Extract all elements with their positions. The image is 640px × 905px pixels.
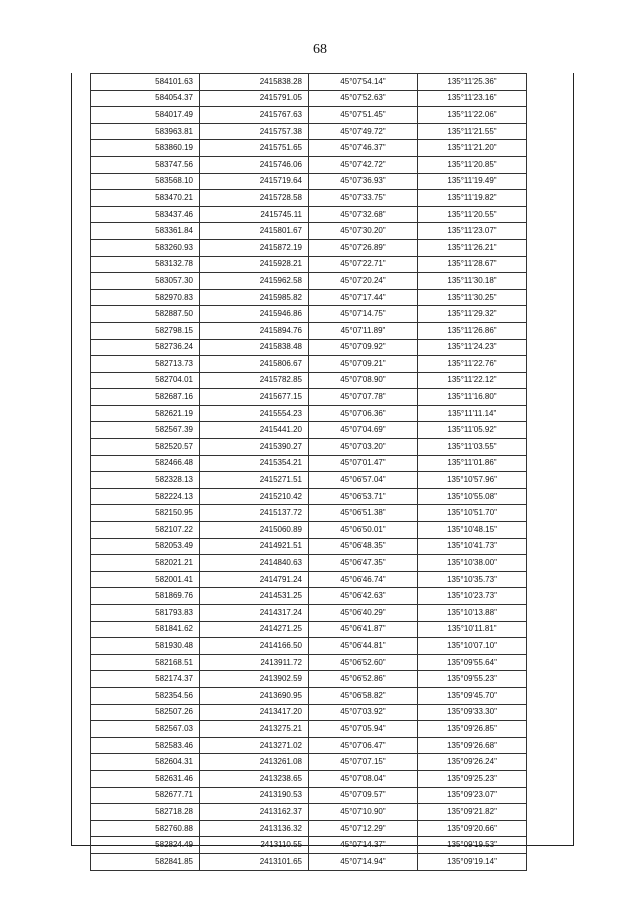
y-coordinate-cell: 2415390.27 (200, 439, 309, 456)
y-coordinate-cell: 2415745.11 (200, 206, 309, 223)
y-coordinate-cell: 2415441.20 (200, 422, 309, 439)
latitude-cell: 45°07'06.36" (309, 405, 418, 422)
y-coordinate-cell: 2414317.24 (200, 605, 309, 622)
longitude-cell: 135°10'07.10" (418, 638, 527, 655)
table-row (91, 90, 527, 107)
table-row (91, 522, 527, 539)
longitude-cell: 135°09'25.23" (418, 770, 527, 787)
table-row (91, 74, 527, 91)
y-coordinate-cell: 2414166.50 (200, 638, 309, 655)
latitude-cell: 45°07'04.69" (309, 422, 418, 439)
longitude-cell: 135°11'29.32" (418, 306, 527, 323)
table-row (91, 422, 527, 439)
longitude-cell: 135°11'23.16" (418, 90, 527, 107)
y-coordinate-cell: 2415791.05 (200, 90, 309, 107)
longitude-cell: 135°09'55.23" (418, 671, 527, 688)
latitude-cell: 45°06'41.87" (309, 621, 418, 638)
y-coordinate-cell: 2413417.20 (200, 704, 309, 721)
x-coordinate-cell: 581793.83 (91, 605, 200, 622)
longitude-cell: 135°11'19.49" (418, 173, 527, 190)
table-row (91, 837, 527, 854)
latitude-cell: 45°07'09.92" (309, 339, 418, 356)
latitude-cell: 45°06'53.71" (309, 488, 418, 505)
y-coordinate-cell: 2415137.72 (200, 505, 309, 522)
table-row (91, 638, 527, 655)
longitude-cell: 135°11'05.92" (418, 422, 527, 439)
table-row (91, 256, 527, 273)
table-row (91, 571, 527, 588)
latitude-cell: 45°07'14.75" (309, 306, 418, 323)
longitude-cell: 135°11'03.55" (418, 439, 527, 456)
y-coordinate-cell: 2415946.86 (200, 306, 309, 323)
latitude-cell: 45°07'14.94" (309, 853, 418, 870)
latitude-cell: 45°07'09.57" (309, 787, 418, 804)
y-coordinate-cell: 2414921.51 (200, 538, 309, 555)
latitude-cell: 45°07'06.47" (309, 737, 418, 754)
longitude-cell: 135°11'20.55" (418, 206, 527, 223)
longitude-cell: 135°09'33.30" (418, 704, 527, 721)
x-coordinate-cell: 582687.16 (91, 389, 200, 406)
x-coordinate-cell: 583132.78 (91, 256, 200, 273)
longitude-cell: 135°09'45.70" (418, 687, 527, 704)
y-coordinate-cell: 2415838.28 (200, 74, 309, 91)
x-coordinate-cell: 582174.37 (91, 671, 200, 688)
x-coordinate-cell: 584017.49 (91, 107, 200, 124)
longitude-cell: 135°10'11.81" (418, 621, 527, 638)
y-coordinate-cell: 2413101.65 (200, 853, 309, 870)
longitude-cell: 135°11'28.67" (418, 256, 527, 273)
latitude-cell: 45°07'52.63" (309, 90, 418, 107)
latitude-cell: 45°06'46.74" (309, 571, 418, 588)
y-coordinate-cell: 2413902.59 (200, 671, 309, 688)
latitude-cell: 45°07'10.90" (309, 804, 418, 821)
x-coordinate-cell: 582631.46 (91, 770, 200, 787)
y-coordinate-cell: 2414271.25 (200, 621, 309, 638)
longitude-cell: 135°11'22.12" (418, 372, 527, 389)
latitude-cell: 45°07'49.72" (309, 123, 418, 140)
longitude-cell: 135°11'22.06" (418, 107, 527, 124)
longitude-cell: 135°09'19.14" (418, 853, 527, 870)
y-coordinate-cell: 2413261.08 (200, 754, 309, 771)
latitude-cell: 45°06'44.81" (309, 638, 418, 655)
x-coordinate-cell: 582466.48 (91, 455, 200, 472)
x-coordinate-cell: 582567.03 (91, 721, 200, 738)
table-row (91, 439, 527, 456)
latitude-cell: 45°07'51.45" (309, 107, 418, 124)
table-row (91, 306, 527, 323)
x-coordinate-cell: 582604.31 (91, 754, 200, 771)
longitude-cell: 135°10'55.08" (418, 488, 527, 505)
latitude-cell: 45°07'42.72" (309, 156, 418, 173)
latitude-cell: 45°06'42.63" (309, 588, 418, 605)
latitude-cell: 45°07'22.71" (309, 256, 418, 273)
x-coordinate-cell: 582354.56 (91, 687, 200, 704)
y-coordinate-cell: 2413190.53 (200, 787, 309, 804)
x-coordinate-cell: 583260.93 (91, 239, 200, 256)
y-coordinate-cell: 2413238.65 (200, 770, 309, 787)
y-coordinate-cell: 2415894.76 (200, 322, 309, 339)
x-coordinate-cell: 582718.28 (91, 804, 200, 821)
y-coordinate-cell: 2415801.67 (200, 223, 309, 240)
latitude-cell: 45°06'40.29" (309, 605, 418, 622)
y-coordinate-cell: 2413162.37 (200, 804, 309, 821)
y-coordinate-cell: 2414531.25 (200, 588, 309, 605)
longitude-cell: 135°11'16.80" (418, 389, 527, 406)
y-coordinate-cell: 2415354.21 (200, 455, 309, 472)
x-coordinate-cell: 582053.49 (91, 538, 200, 555)
x-coordinate-cell: 582841.85 (91, 853, 200, 870)
y-coordinate-cell: 2413911.72 (200, 654, 309, 671)
y-coordinate-cell: 2413275.21 (200, 721, 309, 738)
table-row (91, 273, 527, 290)
longitude-cell: 135°11'20.85" (418, 156, 527, 173)
table-row (91, 472, 527, 489)
table-row (91, 322, 527, 339)
y-coordinate-cell: 2415767.63 (200, 107, 309, 124)
x-coordinate-cell: 582713.73 (91, 356, 200, 373)
y-coordinate-cell: 2415962.58 (200, 273, 309, 290)
longitude-cell: 135°11'24.23" (418, 339, 527, 356)
y-coordinate-cell: 2415271.51 (200, 472, 309, 489)
latitude-cell: 45°06'52.86" (309, 671, 418, 688)
y-coordinate-cell: 2415872.19 (200, 239, 309, 256)
latitude-cell: 45°07'36.93" (309, 173, 418, 190)
longitude-cell: 135°11'23.07" (418, 223, 527, 240)
x-coordinate-cell: 582824.49 (91, 837, 200, 854)
table-row (91, 737, 527, 754)
table-row (91, 488, 527, 505)
table-row (91, 206, 527, 223)
longitude-cell: 135°09'21.82" (418, 804, 527, 821)
x-coordinate-cell: 582970.83 (91, 289, 200, 306)
x-coordinate-cell: 582150.95 (91, 505, 200, 522)
longitude-cell: 135°10'57.96" (418, 472, 527, 489)
x-coordinate-cell: 581930.48 (91, 638, 200, 655)
longitude-cell: 135°11'21.20" (418, 140, 527, 157)
coordinates-table-body (91, 74, 527, 871)
x-coordinate-cell: 583747.56 (91, 156, 200, 173)
y-coordinate-cell: 2413136.32 (200, 820, 309, 837)
x-coordinate-cell: 582507.26 (91, 704, 200, 721)
y-coordinate-cell: 2415677.15 (200, 389, 309, 406)
table-row (91, 289, 527, 306)
longitude-cell: 135°10'48.15" (418, 522, 527, 539)
y-coordinate-cell: 2415751.65 (200, 140, 309, 157)
latitude-cell: 45°07'20.24" (309, 273, 418, 290)
x-coordinate-cell: 584054.37 (91, 90, 200, 107)
table-row (91, 223, 527, 240)
x-coordinate-cell: 583437.46 (91, 206, 200, 223)
page-number: 68 (313, 42, 327, 57)
table-row (91, 339, 527, 356)
latitude-cell: 45°06'50.01" (309, 522, 418, 539)
table-row (91, 588, 527, 605)
longitude-cell: 135°10'41.73" (418, 538, 527, 555)
latitude-cell: 45°07'07.78" (309, 389, 418, 406)
table-row (91, 173, 527, 190)
table-row (91, 107, 527, 124)
coordinates-table (90, 73, 527, 871)
longitude-cell: 135°10'51.70" (418, 505, 527, 522)
y-coordinate-cell: 2415554.23 (200, 405, 309, 422)
latitude-cell: 45°07'11.89" (309, 322, 418, 339)
table-row (91, 804, 527, 821)
table-row (91, 605, 527, 622)
x-coordinate-cell: 583470.21 (91, 190, 200, 207)
y-coordinate-cell: 2415782.85 (200, 372, 309, 389)
x-coordinate-cell: 582168.51 (91, 654, 200, 671)
latitude-cell: 45°07'26.89" (309, 239, 418, 256)
table-row (91, 770, 527, 787)
longitude-cell: 135°09'26.24" (418, 754, 527, 771)
longitude-cell: 135°09'20.66" (418, 820, 527, 837)
latitude-cell: 45°07'03.20" (309, 439, 418, 456)
latitude-cell: 45°06'51.38" (309, 505, 418, 522)
table-row (91, 687, 527, 704)
longitude-cell: 135°11'30.25" (418, 289, 527, 306)
table-row (91, 621, 527, 638)
longitude-cell: 135°11'25.36" (418, 74, 527, 91)
x-coordinate-cell: 582704.01 (91, 372, 200, 389)
table-row (91, 372, 527, 389)
latitude-cell: 45°07'01.47" (309, 455, 418, 472)
y-coordinate-cell: 2415728.58 (200, 190, 309, 207)
table-row (91, 389, 527, 406)
latitude-cell: 45°07'03.92" (309, 704, 418, 721)
longitude-cell: 135°10'23.73" (418, 588, 527, 605)
y-coordinate-cell: 2414840.63 (200, 555, 309, 572)
table-row (91, 356, 527, 373)
x-coordinate-cell: 581869.76 (91, 588, 200, 605)
latitude-cell: 45°07'08.90" (309, 372, 418, 389)
x-coordinate-cell: 583963.81 (91, 123, 200, 140)
latitude-cell: 45°07'30.20" (309, 223, 418, 240)
x-coordinate-cell: 582736.24 (91, 339, 200, 356)
latitude-cell: 45°06'57.04" (309, 472, 418, 489)
table-row (91, 820, 527, 837)
latitude-cell: 45°07'07.15" (309, 754, 418, 771)
latitude-cell: 45°07'33.75" (309, 190, 418, 207)
x-coordinate-cell: 582001.41 (91, 571, 200, 588)
latitude-cell: 45°07'05.94" (309, 721, 418, 738)
y-coordinate-cell: 2415985.82 (200, 289, 309, 306)
latitude-cell: 45°07'12.29" (309, 820, 418, 837)
x-coordinate-cell: 582021.21 (91, 555, 200, 572)
latitude-cell: 45°07'32.68" (309, 206, 418, 223)
longitude-cell: 135°11'01.86" (418, 455, 527, 472)
latitude-cell: 45°07'54.14" (309, 74, 418, 91)
table-row (91, 156, 527, 173)
longitude-cell: 135°11'26.21" (418, 239, 527, 256)
x-coordinate-cell: 582621.19 (91, 405, 200, 422)
latitude-cell: 45°06'48.35" (309, 538, 418, 555)
x-coordinate-cell: 583361.84 (91, 223, 200, 240)
x-coordinate-cell: 581841.62 (91, 621, 200, 638)
x-coordinate-cell: 583568.10 (91, 173, 200, 190)
longitude-cell: 135°11'22.76" (418, 356, 527, 373)
latitude-cell: 45°07'46.37" (309, 140, 418, 157)
table-row (91, 853, 527, 870)
x-coordinate-cell: 582107.22 (91, 522, 200, 539)
latitude-cell: 45°06'52.60" (309, 654, 418, 671)
table-row (91, 239, 527, 256)
x-coordinate-cell: 582760.88 (91, 820, 200, 837)
longitude-cell: 135°11'19.82" (418, 190, 527, 207)
longitude-cell: 135°11'21.55" (418, 123, 527, 140)
latitude-cell: 45°07'08.04" (309, 770, 418, 787)
longitude-cell: 135°10'38.00" (418, 555, 527, 572)
table-row (91, 505, 527, 522)
table-row (91, 555, 527, 572)
y-coordinate-cell: 2413690.95 (200, 687, 309, 704)
table-row (91, 455, 527, 472)
table-row (91, 721, 527, 738)
x-coordinate-cell: 582583.46 (91, 737, 200, 754)
longitude-cell: 135°09'19.53" (418, 837, 527, 854)
x-coordinate-cell: 582328.13 (91, 472, 200, 489)
table-row (91, 190, 527, 207)
x-coordinate-cell: 582520.57 (91, 439, 200, 456)
table-row (91, 654, 527, 671)
latitude-cell: 45°07'17.44" (309, 289, 418, 306)
longitude-cell: 135°09'26.85" (418, 721, 527, 738)
y-coordinate-cell: 2415719.64 (200, 173, 309, 190)
longitude-cell: 135°09'26.68" (418, 737, 527, 754)
latitude-cell: 45°07'14.37" (309, 837, 418, 854)
y-coordinate-cell: 2413271.02 (200, 737, 309, 754)
latitude-cell: 45°06'58.82" (309, 687, 418, 704)
latitude-cell: 45°07'09.21" (309, 356, 418, 373)
table-row (91, 538, 527, 555)
x-coordinate-cell: 582567.39 (91, 422, 200, 439)
y-coordinate-cell: 2414791.24 (200, 571, 309, 588)
x-coordinate-cell: 582798.15 (91, 322, 200, 339)
y-coordinate-cell: 2415806.67 (200, 356, 309, 373)
longitude-cell: 135°11'26.86" (418, 322, 527, 339)
table-row (91, 754, 527, 771)
x-coordinate-cell: 582887.50 (91, 306, 200, 323)
y-coordinate-cell: 2415746.06 (200, 156, 309, 173)
longitude-cell: 135°11'30.18" (418, 273, 527, 290)
y-coordinate-cell: 2415060.89 (200, 522, 309, 539)
x-coordinate-cell: 582224.13 (91, 488, 200, 505)
y-coordinate-cell: 2415838.48 (200, 339, 309, 356)
table-row (91, 123, 527, 140)
table-row (91, 671, 527, 688)
longitude-cell: 135°09'55.64" (418, 654, 527, 671)
y-coordinate-cell: 2415928.21 (200, 256, 309, 273)
y-coordinate-cell: 2415210.42 (200, 488, 309, 505)
x-coordinate-cell: 583057.30 (91, 273, 200, 290)
longitude-cell: 135°10'13.88" (418, 605, 527, 622)
x-coordinate-cell: 582677.71 (91, 787, 200, 804)
y-coordinate-cell: 2413110.55 (200, 837, 309, 854)
x-coordinate-cell: 583860.19 (91, 140, 200, 157)
table-row (91, 405, 527, 422)
longitude-cell: 135°09'23.07" (418, 787, 527, 804)
table-row (91, 787, 527, 804)
x-coordinate-cell: 584101.63 (91, 74, 200, 91)
table-row (91, 704, 527, 721)
y-coordinate-cell: 2415757.38 (200, 123, 309, 140)
latitude-cell: 45°06'47.35" (309, 555, 418, 572)
longitude-cell: 135°11'11.14" (418, 405, 527, 422)
table-row (91, 140, 527, 157)
longitude-cell: 135°10'35.73" (418, 571, 527, 588)
